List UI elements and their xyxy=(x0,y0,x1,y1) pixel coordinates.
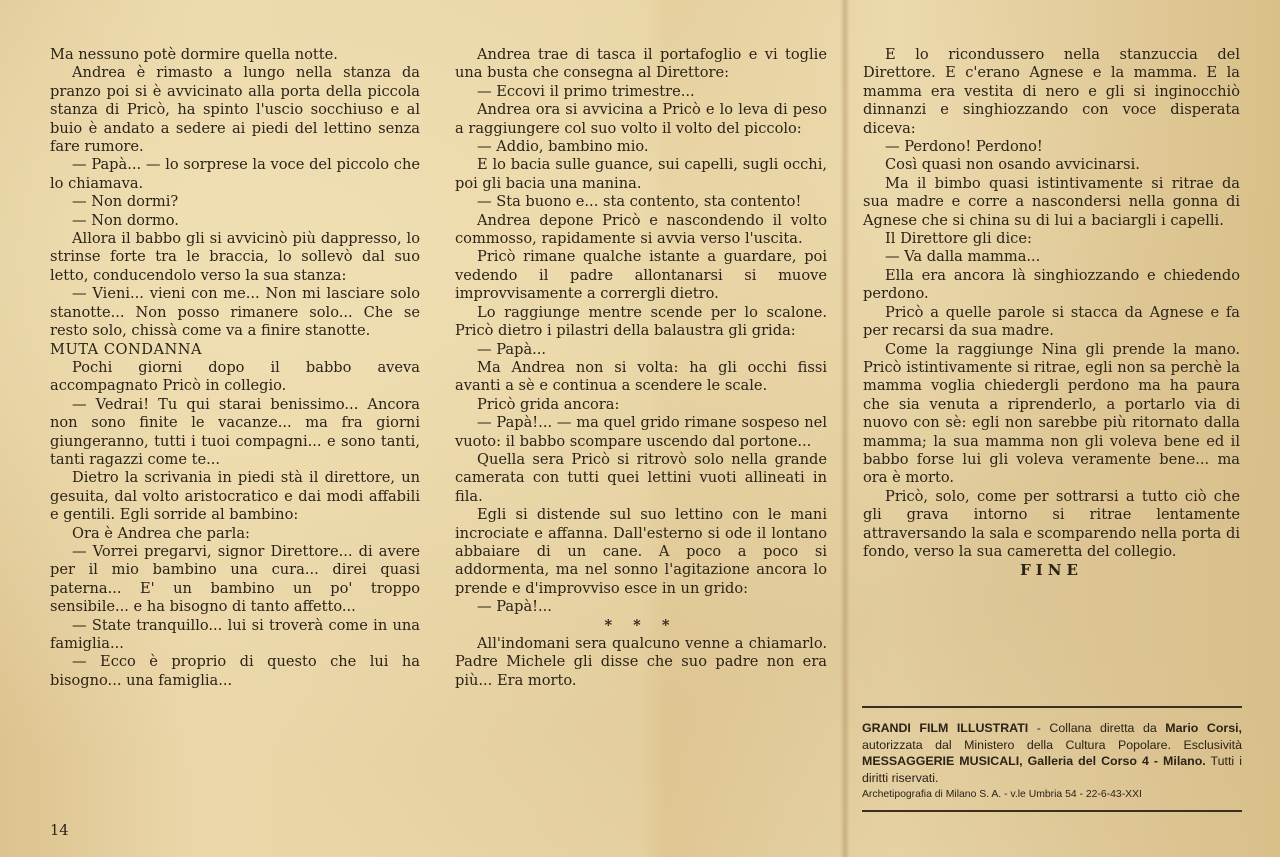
paragraph: Pricò grida ancora: xyxy=(477,395,620,413)
paragraph: — Eccovi il primo trimestre... xyxy=(477,82,695,100)
paragraph: Andrea trae di tasca il portafoglio e vi toglie una busta che consegna al Direttore: xyxy=(455,46,827,82)
paragraph: Ma Andrea non si volta: ha gli occhi fissi avanti a sè e continua a scendere le scale. xyxy=(455,358,827,395)
paragraph: Allora il babbo gli si avvicinò più dappresso, lo strinse forte tra le braccia, lo sollevò dal suo letto, conducendolo verso la sua stanza: xyxy=(50,230,420,284)
paragraph: Andrea depone Pricò e nascondendo il volto commosso, rapidamente si avvia verso l'uscita. xyxy=(455,211,827,248)
paragraph: Come la raggiunge Nina gli prende la mano. Pricò istintivamente si ritrae, egli non sa perchè la mamma voglia chiedergli perdono ma ha paura che sia venuta a riprenderlo, a portarlo via di nuovo con sè: egli non sarebbe più ritornato dalla mamma; la sua mamma non gli voleva bene ed il babbo forse lui gli voleva veramente bene... ma ora è morto. xyxy=(863,340,1240,487)
page-number: 14 xyxy=(50,822,69,839)
story-paragraphs-bottom xyxy=(455,635,827,690)
paragraph: — Vieni... vieni con me... Non mi lasciare solo stanotte... Non posso rimanere solo... Che se resto solo, chissà come va a finire stanotte. xyxy=(50,285,420,340)
colophon-text: - Collana diretta da xyxy=(1028,721,1166,735)
paragraph: Ella era ancora là singhiozzando e chiedendo perdono. xyxy=(863,266,1240,303)
paragraph: Il Direttore gli dice: xyxy=(885,230,1032,248)
paragraph: — Va dalla mamma... xyxy=(885,248,1041,266)
paragraph: E lo ricondussero nella stanzuccia del Direttore. E c'erano Agnese e la mamma. E la mamma era vestita di nero e gli si inginocchiò dinnanzi e singhiozzando con voce disperata diceva: xyxy=(863,46,1240,137)
paragraph: Quella sera Pricò si ritrovò solo nella grande camerata con tutti quei lettini vuoti allineati in fila. xyxy=(455,450,827,505)
publisher-address: Galleria del Corso 4 - Milano. xyxy=(1027,754,1206,769)
paragraph: — Non dormo. xyxy=(72,211,179,229)
series-name: GRANDI FILM ILLUSTRATI xyxy=(862,721,1029,735)
paragraph: — Perdono! Perdono! xyxy=(885,138,1043,156)
story-paragraphs xyxy=(863,46,1240,561)
paragraph: Ma il bimbo quasi istintivamente si ritrae da sua madre e corre a nascondersi nella gonna di Agnese che si china su di lui a baciargli i capelli. xyxy=(863,174,1240,229)
paragraph: Pricò rimane qualche istante a guardare, poi vedendo il padre allontanarsi si muove improvvisamente a corrergli dietro. xyxy=(455,248,827,303)
story-paragraphs-bottom xyxy=(50,359,420,690)
text-column-middle xyxy=(455,46,827,690)
paragraph: — Papà... — lo sorprese la voce del piccolo che lo chiamava. xyxy=(50,156,420,192)
paragraph: E lo bacia sulle guance, sui capelli, sugli occhi, poi gli bacia una manina. xyxy=(455,156,827,192)
paragraph: Ma nessuno potè dormire quella notte. xyxy=(50,46,338,63)
paragraph: — State tranquillo... lui si troverà come in una famiglia... xyxy=(50,616,420,652)
section-heading: MUTA CONDANNA xyxy=(50,340,203,358)
paragraph: Andrea ora si avvicina a Pricò e lo leva di peso a raggiungere col suo volto il volto del piccolo: xyxy=(455,101,827,137)
section-break-stars: * * * xyxy=(604,616,678,634)
story-paragraphs-top xyxy=(50,46,420,341)
paragraph: All'indomani sera qualcuno venne a chiamarlo. Padre Michele gli disse che suo padre non era più... Era morto. xyxy=(455,635,827,689)
paragraph: — Papà... xyxy=(477,340,547,358)
paragraph: Lo raggiunge mentre scende per lo scalone. Pricò dietro i pilastri della balaustra gli grida: xyxy=(455,303,827,340)
text-column-left xyxy=(50,46,420,690)
editor-name: Mario Corsi, xyxy=(1165,721,1242,735)
paragraph: Pricò, solo, come per sottrarsi a tutto ciò che gli grava intorno si ritrae lentamente attraversando la sala e scomparendo nella porta di fondo, verso la sua cameretta del collegio. xyxy=(863,487,1240,560)
distributor-name: MESSAGGERIE MUSICALI, xyxy=(862,754,1023,769)
colophon-text: Tutti i diritti riservati. xyxy=(862,754,1242,785)
text-column-right xyxy=(863,46,1240,580)
paragraph: Andrea è rimasto a lungo nella stanza da pranzo poi si è avvicinato alla porta della piccola stanza di Pricò, ha spinto l'uscio socchiuso e al buio è andato a sedere ai piedi del lettino senza fare rumore. xyxy=(50,64,420,156)
paragraph: Ora è Andrea che parla: xyxy=(72,524,250,542)
paragraph: — Addio, bambino mio. xyxy=(477,138,649,156)
page-fold xyxy=(840,0,850,857)
paragraph: — Vorrei pregarvi, signor Direttore... di avere per il mio bambino una cura... direi quasi paterna... E' un bambino un po' troppo sensibile... e ha bisogno di tanto affetto... xyxy=(50,542,420,616)
paragraph: Così quasi non osando avvicinarsi. xyxy=(885,156,1140,174)
paragraph: — Non dormi? xyxy=(72,193,179,211)
paragraph: Pochi giorni dopo il babbo aveva accompagnato Pricò in collegio. xyxy=(50,358,420,395)
end-mark: FINE xyxy=(1020,561,1083,580)
paragraph: Pricò a quelle parole si stacca da Agnese e fa per recarsi da sua madre. xyxy=(863,303,1240,340)
paragraph: — Sta buono e... sta contento, sta contento! xyxy=(477,193,802,211)
colophon-text: autorizzata dal Ministero della Cultura Popolare. Esclusività xyxy=(862,737,1242,752)
paragraph: Egli si distende sul suo lettino con le mani incrociate e affanna. Dall'esterno si ode il lontano abbaiare di un cane. A poco a poco si addormenta, ma nel sonno l'agitazione ancora lo prende e d'improvviso esce in un grido: xyxy=(455,506,827,597)
paragraph: Dietro la scrivania in piedi stà il direttore, un gesuita, dal volto aristocratico e dai modi affabili e gentili. Egli sorride al bambino: xyxy=(50,469,420,524)
colophon xyxy=(862,706,1242,812)
printer-line: Archetipografia di Milano S. A. - v.le Umbria 54 - 22-6-43-XXI xyxy=(862,789,1142,801)
paragraph: — Papà!... — ma quel grido rimane sospeso nel vuoto: il babbo scompare uscendo dal portone... xyxy=(455,414,827,450)
paragraph: — Papà!... xyxy=(477,598,552,616)
story-paragraphs-top xyxy=(455,46,827,617)
paragraph: — Vedrai! Tu qui starai benissimo... Ancora non sono finite le vacanze... ma fra giorni giungeranno, tutti i tuoi compagni... e sono tanti, tanti ragazzi come te... xyxy=(50,395,420,468)
paragraph: — Ecco è proprio di questo che lui ha bisogno... una famiglia... xyxy=(50,653,420,689)
